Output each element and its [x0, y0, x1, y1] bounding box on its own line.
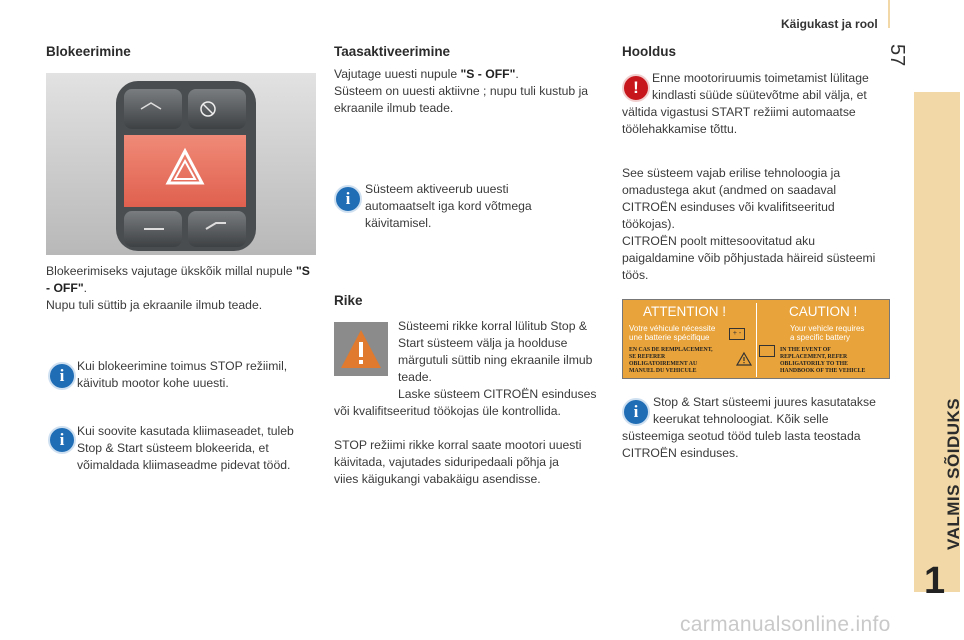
warning-text: Enne mootoriruumis toimetamist lülitage kindlasti süüde süütevõtme abil välja, et vältida vigastusi START režiimi automaatse töölehakkamise tõttu.: [622, 71, 869, 136]
battery-paragraph-1: See süsteem vajab erilise tehnoloogia ja omadustega akut (andmed on saadaval CITROËN esinduses või kvalifitseeritud töökojas).: [622, 166, 841, 231]
page-number: 57: [886, 44, 908, 67]
battery-paragraph-2: CITROËN poolt mittesoovitatud aku paigaldamine võib põhjustada häireid süsteemi töös.: [622, 234, 876, 282]
label-left-small1: EN CAS DE REMPLACEMENT,: [629, 347, 713, 353]
section-label: [916, 360, 963, 550]
service-text: Stop & Start süsteemi juures kasutatakse keerukat tehnoloogiat. Kõik selle süsteemiga seotud tööd tuleb lasta teostada CITROËN esinduses.: [622, 395, 876, 460]
label-left-line2: une batterie spécifique: [629, 333, 710, 342]
info-icon: i: [622, 398, 650, 426]
s-off-label: "S - OFF": [46, 264, 310, 295]
section-title-blokeerimine: Blokeerimine: [46, 44, 131, 59]
reactivate-paragraph-2: Süsteem on uuesti aktiivne ; nupu tuli kustub ja ekraanile ilmub teade.: [334, 84, 589, 115]
label-right-line1: Your vehicle requires: [790, 324, 865, 333]
label-divider: [756, 303, 757, 377]
warning-exclamation-icon: !: [622, 74, 650, 102]
watermark: carmanualsonline.info: [680, 613, 891, 636]
header-divider: [888, 0, 890, 28]
label-right-small3: OBLIGATORILY TO THE: [780, 361, 848, 367]
reactivate-text: Vajutage uuesti nupule: [334, 67, 461, 81]
hazard-switch-panel-image: [46, 73, 316, 255]
label-left-title: ATTENTION !: [643, 304, 726, 319]
label-left-line1: Votre véhicule nécessite: [629, 324, 716, 333]
battery-warning-label: [622, 299, 890, 379]
section-title-rike: Rike: [334, 293, 363, 308]
maintenance-warning: [622, 70, 888, 138]
section-label-text: VALMIS SÕIDUKS: [944, 397, 963, 550]
info-block-stop: Kui blokeerimine toimus STOP režiimil, käivitub mootor kohe uuesti.: [77, 359, 288, 390]
info-block-climate: Kui soovite kasutada kliimaseadet, tuleb Stop & Start süsteem blokeerida, et võimaldada kliimaseadme pidevat tööd.: [77, 424, 294, 472]
label-left-small4: MANUEL DU VEHICULE: [629, 368, 697, 374]
label-right-title: CAUTION !: [789, 304, 858, 319]
info-icon: i: [48, 362, 76, 390]
fault-paragraph-3: STOP režiimi rikke korral saate mootori uuesti käivitada, vajutades siduripedaali põhja ja viies käigukangi vabakäigu asendisse.: [334, 438, 582, 486]
fault-paragraph-2: [334, 386, 606, 420]
info-icon: i: [48, 426, 76, 454]
fault-paragraph-1: Süsteemi rikke korral lülitub Stop & Start süsteem välja ja hoolduse märgutuli süttib ning ekraanile ilmub teade.: [398, 319, 593, 384]
section-title-taasaktiveerimine: Taasaktiveerimine: [334, 44, 451, 59]
warning-triangle-icon: [334, 322, 388, 376]
console-photo: [46, 73, 316, 255]
chapter-title: Käigukast ja rool: [781, 17, 878, 31]
punct: .: [515, 67, 519, 81]
label-left-small2: SE REFERER: [629, 354, 666, 360]
info-block-auto-reactivate: Süsteem aktiveerub uuesti automaatselt iga kord võtmega käivitamisel.: [365, 182, 532, 230]
punct: .: [83, 281, 87, 295]
info-icon: i: [334, 185, 362, 213]
s-off-label: "S - OFF": [460, 67, 516, 81]
label-left-small3: OBLIGATOIREMENT AU: [629, 361, 698, 367]
info-block-service: [622, 394, 888, 462]
fault-text-2: Laske süsteem CITROËN esinduses või kvalifitseeritud töökojas üle kontrollida.: [334, 387, 597, 418]
block-paragraph-1: [46, 263, 316, 297]
chapter-number: 1: [924, 560, 946, 602]
label-warning-icon: [736, 352, 752, 371]
label-right-small1: IN THE EVENT OF: [780, 347, 831, 353]
battery-icon: + -: [729, 328, 745, 340]
reactivate-paragraph-1: [334, 66, 604, 83]
label-right-small4: HANDBOOK OF THE VEHICLE: [780, 368, 866, 374]
block-paragraph-2: Nupu tuli süttib ja ekraanile ilmub teade.: [46, 298, 263, 312]
label-right-line2: a specific battery: [790, 333, 851, 342]
label-right-small2: REPLACEMENT, REFER: [780, 354, 848, 360]
section-title-hooldus: Hooldus: [622, 44, 676, 59]
label-handbook-icon: [759, 345, 775, 357]
block-text: Blokeerimiseks vajutage ükskõik millal nupule: [46, 264, 293, 278]
